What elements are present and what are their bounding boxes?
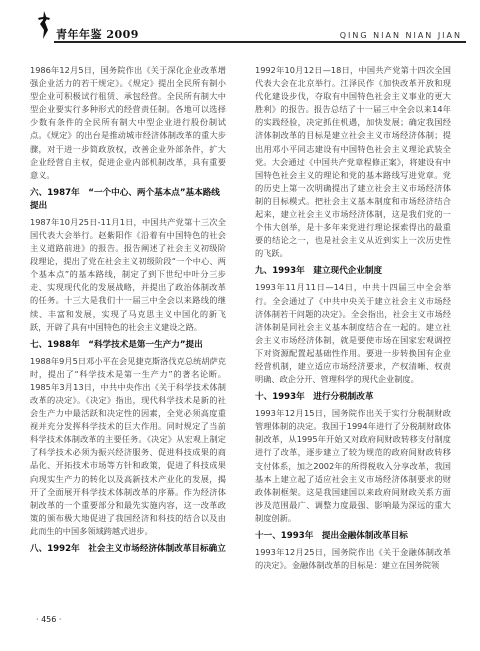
- yearbook-logo-icon: [34, 10, 54, 40]
- paragraph: 1988年9月5日邓小平在会见捷克斯洛伐克总统胡萨克时，提出了“科学技术是第一生产力”的著名论断。1985年3月13日，中共中央作出《关于科学技术体制改革的决定》。《决定》指出，现代科学技术是新的社会生产力中最活跃和决定性的因素，全党必须高度重视并充分发挥科学技术的巨大作用。同时规定了当前科学技术体制改革的主要任务。《决定》从宏观上制定了科学技术必须为振兴经济服务、促进科技成果的商品化、开拓技术市场等方针和政策，促进了科技成果向现实生产力的转化以及高新技术产业化的发展，揭开了全面展开科学技术体制改革的序幕。作为经济体制改革的一个重要部分和最先实施内容，这一改革政策的颁布极大地促进了我国经济和科技的结合以及由此而生的中国多领域跨越式进步。: [30, 355, 226, 536]
- section-heading: 十、1993年 进行分税制改革: [255, 392, 374, 403]
- section-heading: 九、1993年 建立现代企业制度: [255, 266, 383, 277]
- paragraph: 1993年12月15日，国务院作出关于实行分税制财政管理体制的决定。我国于1994年进行了分税制财政体制改革，从1995年开始又对政府间财政转移支付制度进行了改革，逐步建立了较为规范的政府间财政转移支付体系，加之2002年的所得税收入分享改革，我国基本上建立起了适应社会主义市场经济体制要求的财政体制框架。这是我国建国以来政府间财政关系方面涉及范围最广、调整力度最强、影响最为深远的重大制度创新。: [255, 408, 451, 523]
- paragraph: 1993年12月25日，国务院作出《关于金融体制改革的决定》。金融体制改革的目标是：建立在国务院领: [255, 547, 451, 571]
- header-rule: [54, 41, 466, 43]
- section-heading: 八、1992年 社会主义市场经济体制改革目标确立: [30, 544, 226, 554]
- section-heading: 六、1987年 “一个中心、两个基本点”基本路线提出: [30, 187, 220, 211]
- paragraph: 1986年12月5日，国务院作出《关于深化企业改革增强企业活力的若干规定》。《规定》提出全民所有制小型企业可积极试行租赁、承包经营。全民所有制大中型企业要实行多种形式的经营责任制。各地可以选择少数有条件的全民所有制大中型企业进行股份制试点。《规定》的出台是推动城市经济体制改革的重大步骤，对于进一步简政放权，改善企业外部条件，扩大企业经营自主权，促进企业内部机制改革，具有重要意义。: [30, 65, 226, 180]
- yearbook-pinyin: QING NIAN NIAN JIAN: [339, 31, 462, 40]
- page-number: · 456 ·: [36, 615, 62, 624]
- page-header: [0, 0, 480, 46]
- section-heading: 七、1988年 “科学技术是第一生产力”提出: [30, 339, 203, 350]
- yearbook-title: 青年年鉴 2009: [56, 28, 139, 41]
- section-heading: 十一、1993年 提出金融体制改革目标: [255, 531, 408, 541]
- paragraph: 1987年10月25日-11月1日，中国共产党第十三次全国代表大会举行。赵紫阳作《沿着有中国特色的社会主义道路前进》的报告。报告阐述了社会主义初级阶段理论，提出了党在社会主义初级阶段“一个中心、两个基本点”的基本路线，制定了到下世纪中叶分三步走、实现现代化的发展战略，并提出了政治体制改革的任务。十三大是我们十一届三中全会以来路线的继续、丰富和发展，实现了马克思主义中国化的新飞跃，开辟了具有中国特色的社会主义建设之路。: [30, 216, 226, 332]
- right-column: [255, 64, 451, 572]
- paragraph: 1993年11月11日—14日，中共十四届三中全会举行。全会通过了《中共中央关于建立社会主义市场经济体制若干问题的决定》。全会指出，社会主义市场经济体制是同社会主义基本制度结合在一起的。建立社会主义市场经济体制，就是要使市场在国家宏观调控下对资源配置起基础性作用。要进一步转换国有企业经营机制，建立适应市场经济要求，产权清晰、权责明确、政企分开、管理科学的现代企业制度。: [255, 282, 451, 385]
- paragraph: 1992年10月12日—18日，中国共产党第十四次全国代表大会在北京举行。江泽民作《加快改革开放和现代化建设步伐，夺取有中国特色社会主义事业的更大胜利》的报告。报告总结了十一届三中全会以来14年的实践经验，决定抓住机遇，加快发展；确定我国经济体制改革的目标是建立社会主义市场经济体制；提出用邓小平同志建设有中国特色社会主义理论武装全党。大会通过《中国共产党章程修正案》，将建设有中国特色社会主义的理论和党的基本路线写进党章。党的历史上第一次明确提出了建立社会主义市场经济体制的目标模式。把社会主义基本制度和市场经济结合起来，建立社会主义市场经济体制，这是我们党的一个伟大创举，是十多年来党进行理论探索得出的最重要的结论之一，也是社会主义从近到实上一次历史性的飞跃。: [255, 65, 451, 259]
- left-column: [30, 64, 226, 559]
